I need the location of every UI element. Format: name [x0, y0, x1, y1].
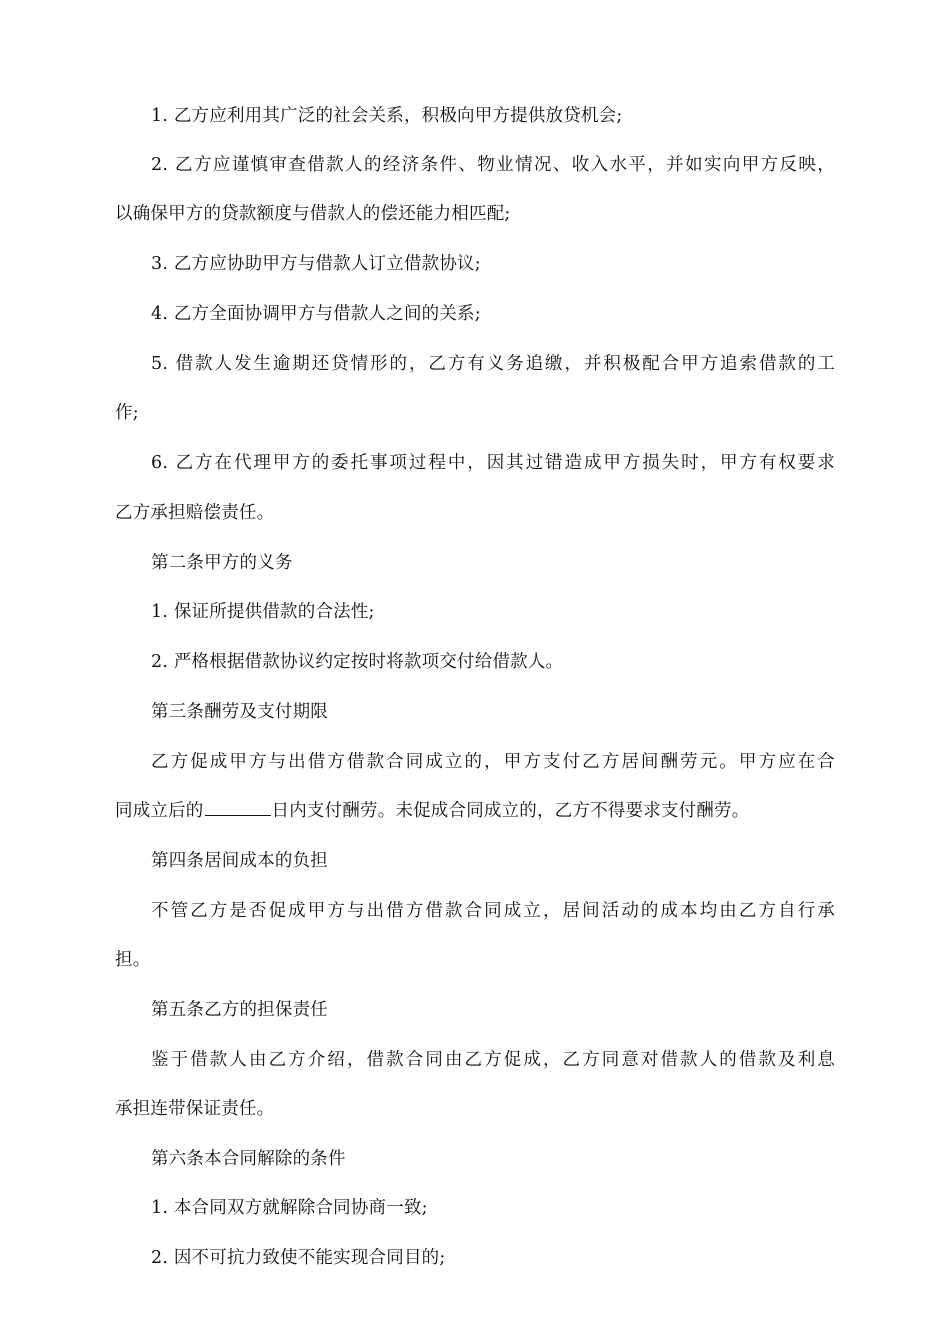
clause-item-2-line-2: 以确保甲方的贷款额度与借款人的偿还能力相匹配; — [115, 204, 511, 224]
article-2-heading: 第二条甲方的义务 — [151, 553, 293, 573]
article-3-heading: 第三条酬劳及支付期限 — [151, 702, 328, 722]
article-6-item-2: 2. 因不可抗力致使不能实现合同目的; — [151, 1248, 446, 1268]
article-5-heading: 第五条乙方的担保责任 — [151, 1000, 328, 1020]
article-3-text-before-blank: 同成立后的 — [115, 801, 204, 821]
article-2-item-1: 1. 保证所提供借款的合法性; — [151, 602, 375, 622]
article-3-text-line-2 — [115, 799, 749, 823]
clause-item-5-line-1: 5. 借款人发生逾期还贷情形的，乙方有义务追缴，并积极配合甲方追索借款的工 — [151, 354, 835, 374]
article-4-heading: 第四条居间成本的负担 — [151, 851, 328, 871]
clause-item-4: 4. 乙方全面协调甲方与借款人之间的关系; — [151, 304, 481, 324]
clause-item-6-line-2: 乙方承担赔偿责任。 — [115, 503, 275, 523]
article-3-text-after-blank: 日内支付酬劳。未促成合同成立的，乙方不得要求支付酬劳。 — [271, 801, 750, 821]
clause-item-5-line-2: 作; — [115, 403, 139, 423]
article-6-heading: 第六条本合同解除的条件 — [151, 1149, 346, 1169]
article-6-item-1: 1. 本合同双方就解除合同协商一致; — [151, 1198, 428, 1218]
article-5-text-line-1: 鉴于借款人由乙方介绍，借款合同由乙方促成，乙方同意对借款人的借款及利息 — [151, 1050, 835, 1070]
article-2-item-2: 2. 严格根据借款协议约定按时将款项交付给借款人。 — [151, 652, 564, 672]
article-4-text-line-1: 不管乙方是否促成甲方与出借方借款合同成立，居间活动的成本均由乙方自行承 — [151, 901, 835, 921]
clause-item-2-line-1: 2. 乙方应谨慎审查借款人的经济条件、物业情况、收入水平，并如实向甲方反映， — [151, 155, 835, 175]
fill-in-blank — [205, 799, 271, 816]
article-5-text-line-2: 承担连带保证责任。 — [115, 1099, 275, 1119]
clause-item-6-line-1: 6. 乙方在代理甲方的委托事项过程中，因其过错造成甲方损失时，甲方有权要求 — [151, 453, 835, 473]
article-3-text-line-1: 乙方促成甲方与出借方借款合同成立的，甲方支付乙方居间酬劳元。甲方应在合 — [151, 752, 835, 772]
clause-item-1: 1. 乙方应利用其广泛的社会关系，积极向甲方提供放贷机会; — [151, 106, 623, 126]
clause-item-3: 3. 乙方应协助甲方与借款人订立借款协议; — [151, 254, 481, 274]
article-4-text-line-2: 担。 — [115, 950, 151, 970]
